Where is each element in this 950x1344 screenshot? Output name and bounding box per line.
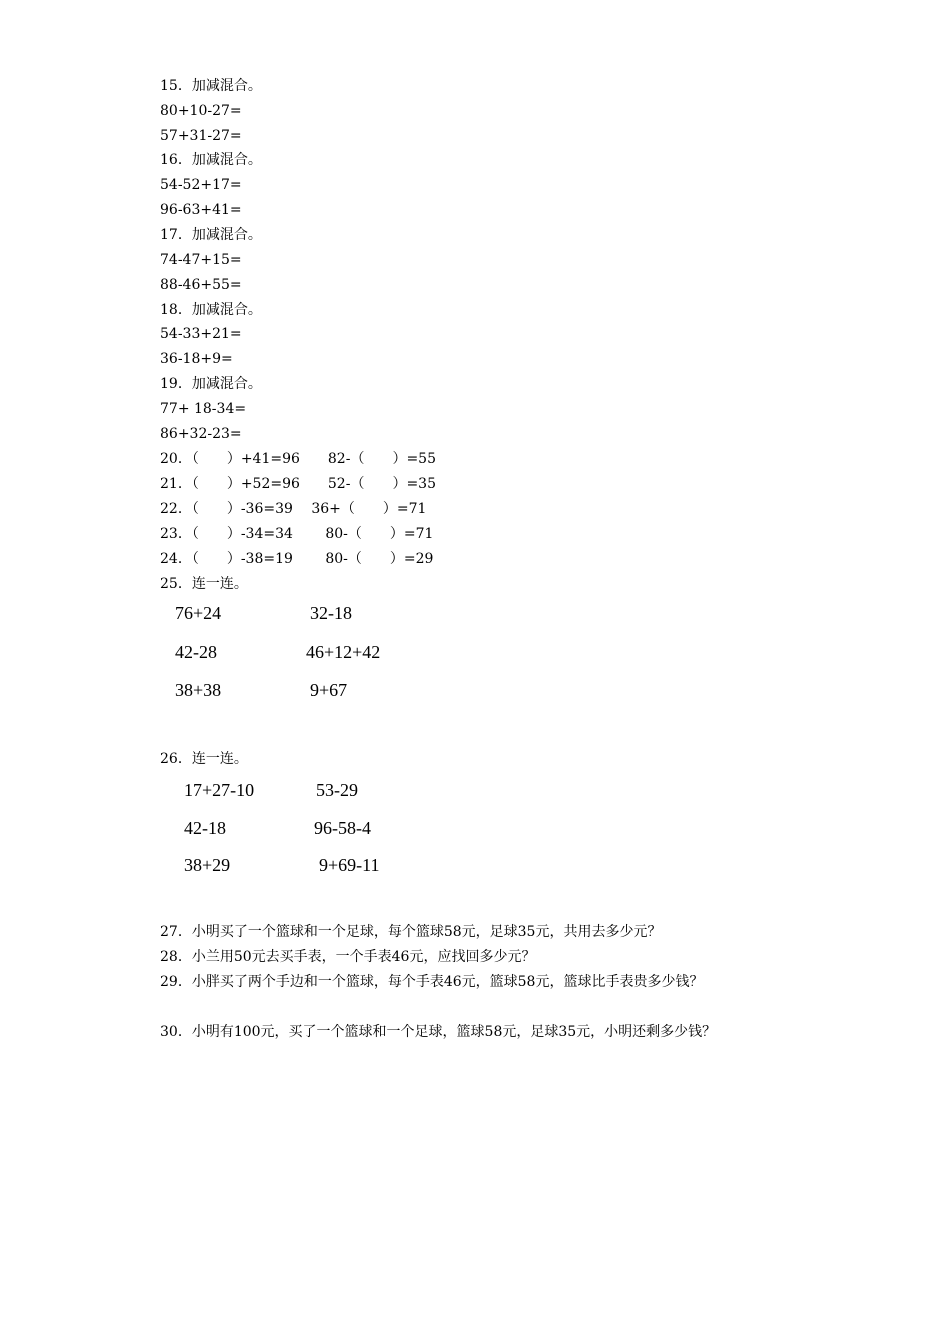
q26-left-1: 17+27-10 — [184, 780, 255, 800]
q18-title: 18．加减混合。 — [160, 302, 262, 318]
q25-left-1: 76+24 — [175, 603, 222, 623]
q19-expr-1: 77+ 18-34= — [160, 401, 247, 417]
q26-right-1: 53-29 — [316, 780, 358, 800]
q26-right-3: 9+69-11 — [319, 855, 380, 875]
q29-word-problem: 29．小胖买了两个手边和一个篮球，每个手表46元，篮球58元，篮球比手表贵多少钱？ — [160, 974, 704, 990]
q18-expr-1: 54-33+21= — [160, 326, 242, 342]
q23-fill-blank: 23．（ ）-34=34 80-（ ）=71 — [160, 526, 434, 542]
q16-title: 16．加减混合。 — [160, 152, 262, 168]
q26-right-2: 96-58-4 — [314, 818, 371, 838]
q25-right-1: 32-18 — [310, 603, 352, 623]
q16-expr-2: 96-63+41= — [160, 202, 242, 218]
q28-word-problem: 28．小兰用50元去买手表，一个手表46元，应找回多少元？ — [160, 949, 536, 965]
q15-expr-1: 80+10-27= — [160, 103, 242, 119]
q26-left-2: 42-18 — [184, 818, 226, 838]
q17-title: 17．加减混合。 — [160, 227, 262, 243]
q30-word-problem: 30．小明有100元，买了一个篮球和一个足球，篮球58元，足球35元，小明还剩多少钱？ — [160, 1024, 717, 1040]
q21-fill-blank: 21．（ ）+52=96 52-（ ）=35 — [160, 476, 436, 492]
q18-expr-2: 36-18+9= — [160, 351, 233, 367]
q25-right-3: 9+67 — [310, 680, 348, 700]
q27-word-problem: 27．小明买了一个篮球和一个足球，每个篮球58元，足球35元，共用去多少元？ — [160, 924, 662, 940]
q15-expr-2: 57+31-27= — [160, 128, 242, 144]
q20-fill-blank: 20．（ ）+41=96 82-（ ）=55 — [160, 451, 436, 467]
q15-title: 15．加减混合。 — [160, 78, 262, 94]
q19-expr-2: 86+32-23= — [160, 426, 242, 442]
q25-left-3: 38+38 — [175, 680, 222, 700]
q17-expr-1: 74-47+15= — [160, 252, 242, 268]
q22-fill-blank: 22．（ ）-36=39 36+（ ）=71 — [160, 501, 427, 517]
q25-right-2: 46+12+42 — [306, 642, 381, 662]
q25-left-2: 42-28 — [175, 642, 217, 662]
q26-left-3: 38+29 — [184, 855, 231, 875]
q17-expr-2: 88-46+55= — [160, 277, 242, 293]
q19-title: 19．加减混合。 — [160, 376, 262, 392]
q24-fill-blank: 24．（ ）-38=19 80-（ ）=29 — [160, 551, 434, 567]
q26-title: 26．连一连。 — [160, 751, 248, 767]
q16-expr-1: 54-52+17= — [160, 177, 242, 193]
q25-title: 25．连一连。 — [160, 576, 248, 592]
